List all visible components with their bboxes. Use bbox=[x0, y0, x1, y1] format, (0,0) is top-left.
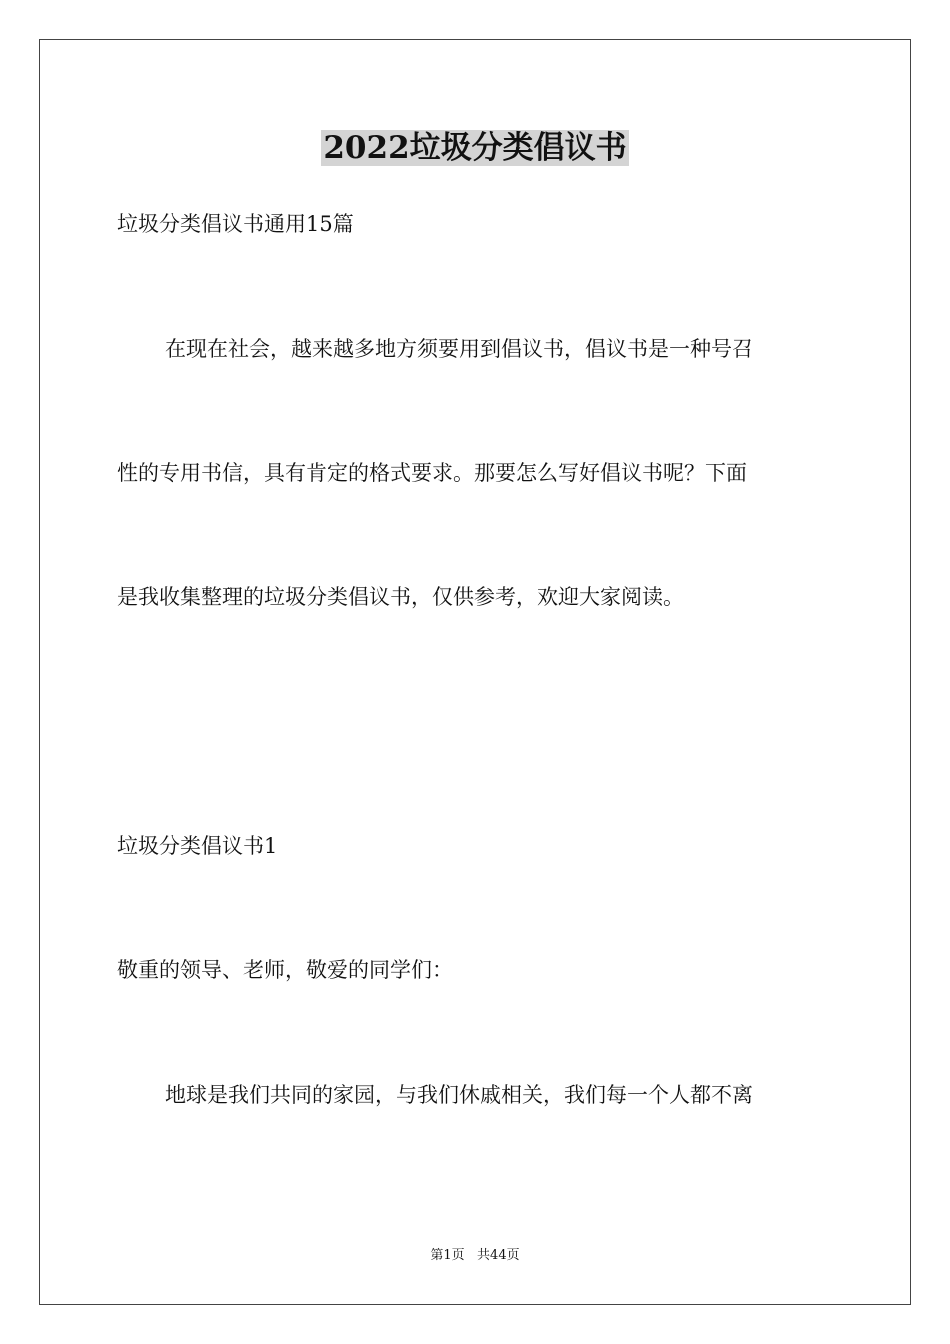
document-title-text: 2022垃圾分类倡议书 bbox=[323, 130, 627, 166]
intro-line-1: 在现在社会，越来越多地方须要用到倡议书，倡议书是一种号召 bbox=[165, 337, 753, 361]
salutation: 敬重的领导、老师，敬爱的同学们： bbox=[117, 958, 453, 982]
document-title bbox=[0, 126, 950, 170]
section-heading: 垃圾分类倡议书1 bbox=[117, 834, 278, 858]
body-line-1: 地球是我们共同的家园，与我们休戚相关，我们每一个人都不离 bbox=[165, 1083, 753, 1107]
intro-line-2: 性的专用书信，具有肯定的格式要求。那要怎么写好倡议书呢？下面 bbox=[117, 461, 747, 485]
intro-line-3: 是我收集整理的垃圾分类倡议书，仅供参考，欢迎大家阅读。 bbox=[117, 585, 684, 609]
document-subtitle: 垃圾分类倡议书通用15篇 bbox=[117, 212, 354, 236]
page-footer: 第1页 共44页 bbox=[430, 1248, 520, 1263]
